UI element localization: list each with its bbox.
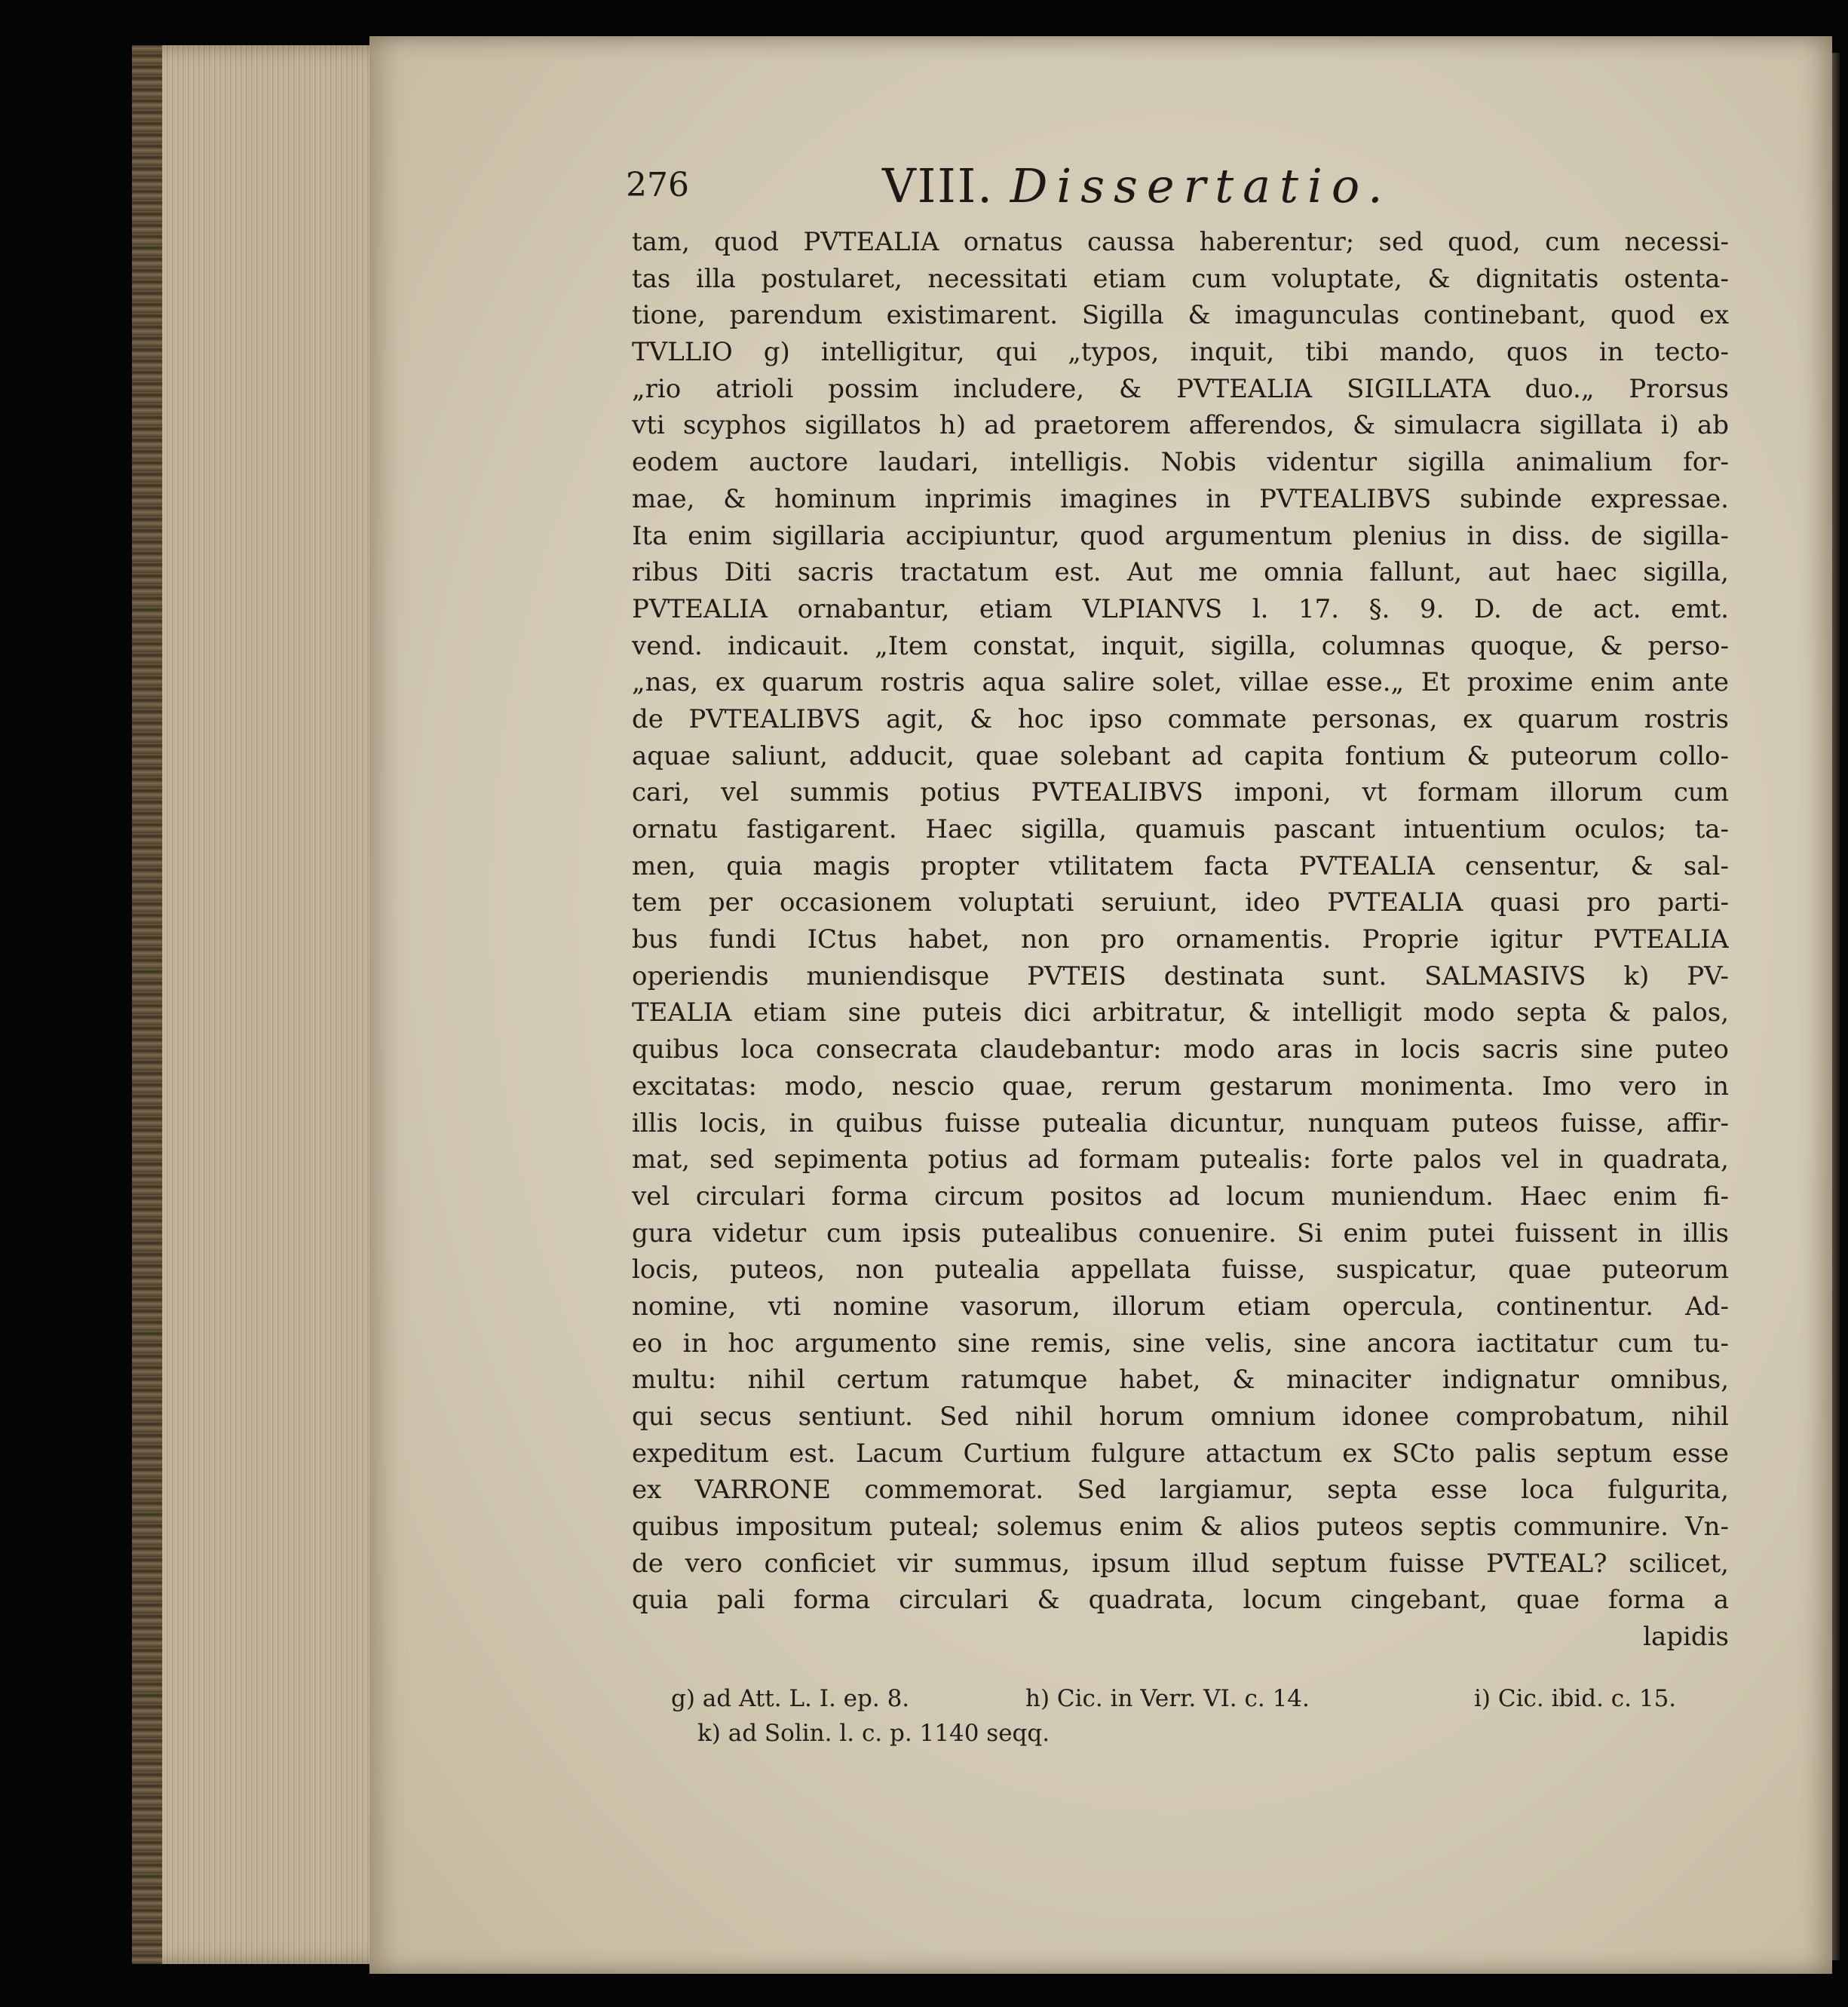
text-line: nomine, vti nomine vasorum, illorum etiam opercula, continentur. Ad- xyxy=(632,1291,1729,1322)
footnote-g: g) ad Att. L. I. ep. 8. xyxy=(671,1685,910,1712)
text-line: ex VARRONE commemorat. Sed largiamur, septa esse loca fulgurita, xyxy=(632,1475,1729,1506)
text-line: Ita enim sigillaria accipiuntur, quod argumentum plenius in diss. de sigilla- xyxy=(632,520,1729,551)
text-line: vel circulari forma circum positos ad locum muniendum. Haec enim fi- xyxy=(632,1181,1729,1212)
text-line: multu: nihil certum ratumque habet, & minaciter indignatur omnibus, xyxy=(632,1365,1729,1396)
catchword: lapidis xyxy=(1643,1622,1729,1653)
text-line: eo in hoc argumento sine remis, sine velis, sine ancora iactitatur cum tu- xyxy=(632,1328,1729,1359)
text-line: ribus Diti sacris tractatum est. Aut me omnia fallunt, aut haec sigilla, xyxy=(632,557,1729,588)
text-line: tione, parendum existimarent. Sigilla & imagunculas continebant, quod ex xyxy=(632,300,1729,331)
text-line: de vero conficiet vir summus, ipsum illud septum fuisse PVTEAL? scilicet, xyxy=(632,1548,1729,1579)
text-line: qui secus sentiunt. Sed nihil horum omnium idonee comprobatum, nihil xyxy=(632,1402,1729,1432)
text-line: quibus loca consecrata claudebantur: modo aras in locis sacris sine puteo xyxy=(632,1034,1729,1065)
text-line: „rio atrioli possim includere, & PVTEALIA SIGILLATA duo.„ Prorsus xyxy=(632,373,1729,404)
text-line: locis, puteos, non putealia appellata fuisse, suspicatur, quae puteorum xyxy=(632,1255,1729,1285)
text-line: gura videtur cum ipsis putealibus conuenire. Si enim putei fuissent in illis xyxy=(632,1218,1729,1249)
text-line: TVLLIO g) intelligitur, qui „typos, inquit, tibi mando, quos in tecto- xyxy=(632,337,1729,368)
footnote-row xyxy=(671,1716,1727,1751)
text-line: expeditum est. Lacum Curtium fulgure attactum ex SCto palis septum esse xyxy=(632,1438,1729,1469)
text-line: mae, & hominum inprimis imagines in PVTEALIBVS subinde expressae. xyxy=(632,483,1729,514)
running-head-title: Dissertatio. xyxy=(1010,158,1392,213)
text-line: men, quia magis propter vtilitatem facta PVTEALIA censentur, & sal- xyxy=(632,850,1729,881)
footnotes xyxy=(671,1681,1727,1751)
text-line: tam, quod PVTEALIA ornatus caussa haberentur; sed quod, cum necessi- xyxy=(632,227,1729,257)
text-line: ornatu fastigarent. Haec sigilla, quamuis pascant intuentium oculos; ta- xyxy=(632,814,1729,844)
text-line: illis locis, in quibus fuisse putealia dicuntur, nunquam puteos fuisse, affir- xyxy=(632,1108,1729,1138)
text-line: „nas, ex quarum rostris aqua salire solet, villae esse.„ Et proxime enim ante xyxy=(632,667,1729,698)
page-number: 276 xyxy=(626,166,689,204)
text-line: tem per occasionem voluptati seruiunt, ideo PVTEALIA quasi pro parti- xyxy=(632,887,1729,918)
text-line: aquae saliunt, adducit, quae solebant ad capita fontium & puteorum collo- xyxy=(632,740,1729,771)
book-page-edges xyxy=(132,45,381,1964)
text-line: PVTEALIA ornabantur, etiam VLPIANVS l. 17. §. 9. D. de act. emt. xyxy=(632,593,1729,624)
footnote-row xyxy=(671,1681,1727,1716)
body-text xyxy=(632,224,1729,1656)
text-line: eodem auctore laudari, intelligis. Nobis videntur sigilla animalium for- xyxy=(632,447,1729,478)
page-header xyxy=(626,158,1757,219)
text-line: operiendis muniendisque PVTEIS destinata sunt. SALMASIVS k) PV- xyxy=(632,961,1729,991)
text-line: tas illa postularet, necessitati etiam cum voluptate, & dignitatis ostenta- xyxy=(632,263,1729,294)
text-line: excitatas: modo, nescio quae, rerum gestarum monimenta. Imo vero in xyxy=(632,1071,1729,1102)
text-line: TEALIA etiam sine puteis dici arbitratur, & intelligit modo septa & palos, xyxy=(632,997,1729,1028)
text-line: cari, vel summis potius PVTEALIBVS imponi, vt formam illorum cum xyxy=(632,777,1729,808)
footnote-k: k) ad Solin. l. c. p. 1140 seqq. xyxy=(697,1720,1050,1747)
text-line: vend. indicauit. „Item constat, inquit, sigilla, columnas quoque, & perso- xyxy=(632,630,1729,661)
footnote-h: h) Cic. in Verr. VI. c. 14. xyxy=(1025,1685,1310,1712)
text-line: bus fundi ICtus habet, non pro ornamentis. Proprie igitur PVTEALIA xyxy=(632,924,1729,955)
text-line: mat, sed sepimenta potius ad formam putealis: forte palos vel in quadrata, xyxy=(632,1144,1729,1175)
text-line: vti scyphos sigillatos h) ad praetorem afferendos, & simulacra sigillata i) ab xyxy=(632,410,1729,441)
footnote-i: i) Cic. ibid. c. 15. xyxy=(1474,1685,1677,1712)
text-line: quibus impositum puteal; solemus enim & alios puteos septis communire. Vn- xyxy=(632,1512,1729,1543)
running-head-prefix: VIII. xyxy=(882,158,994,213)
text-line: de PVTEALIBVS agit, & hoc ipso commate personas, ex quarum rostris xyxy=(632,703,1729,734)
text-line: quia pali forma circulari & quadrata, locum cingebant, quae forma a xyxy=(632,1585,1729,1616)
running-head xyxy=(882,158,1392,213)
